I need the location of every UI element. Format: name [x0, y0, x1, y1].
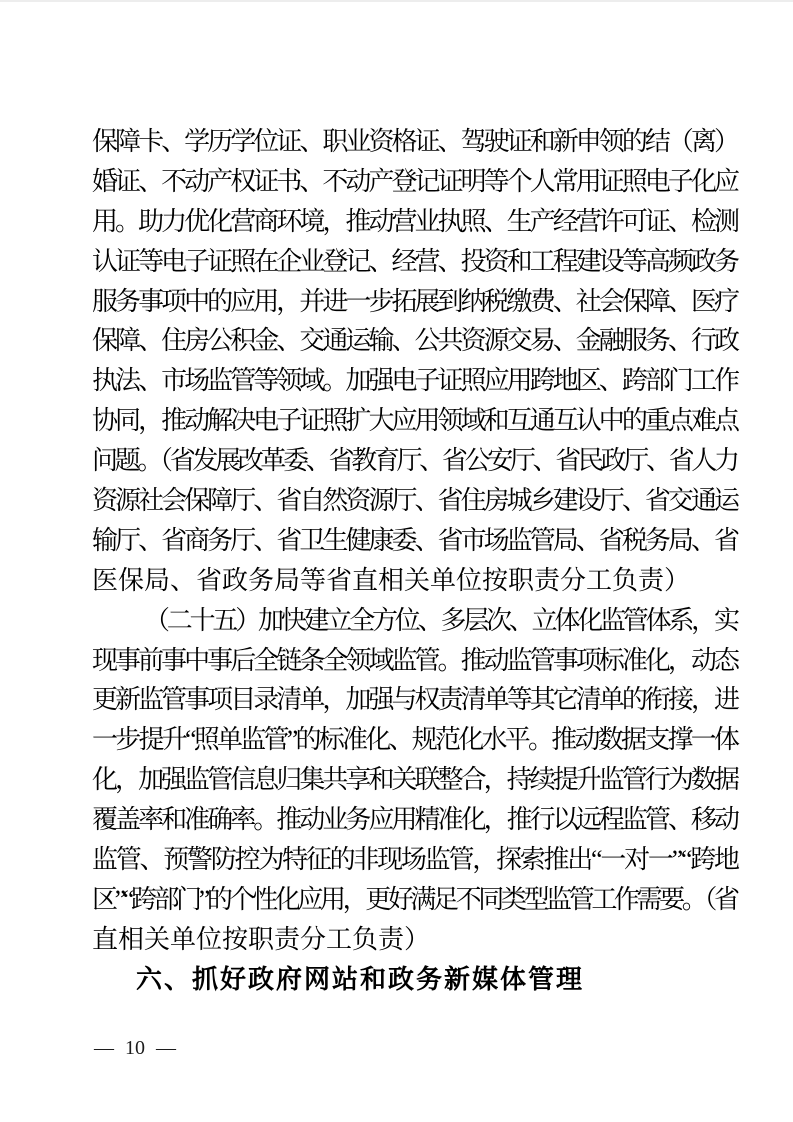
- text-line: 婚证、不动产权证书、不动产登记证明等个人常用证照电子化应: [92, 166, 738, 196]
- text-line: 保障卡、学历学位证、职业资格证、驾驶证和新申领的结（离）: [92, 127, 738, 156]
- page-footer: [94, 1037, 176, 1060]
- page-number: 10: [125, 1037, 145, 1059]
- text-line-paragraph-start: （二十五）加快建立全方位、多层次、立体化监管体系，实: [144, 605, 737, 635]
- text-line: 执法、市场监管等领域。加强电子证照应用跨地区、跨部门工作: [92, 366, 738, 396]
- text-line-paragraph-end: 医保局、省政务局等省直相关单位按职责分工负责）: [92, 565, 691, 595]
- document-body: [92, 122, 740, 1000]
- text-line: 保障、住房公积金、交通运输、公共资源交易、金融服务、行政: [92, 326, 738, 356]
- footer-dash-left: —: [94, 1037, 114, 1059]
- footer-dash-right: —: [156, 1037, 176, 1059]
- text-line: 区”“跨部门”的个性化应用，更好满足不同类型监管工作需要。（省: [92, 884, 737, 914]
- text-line: 化，加强监管信息归集共享和关联整合，持续提升监管行为数据: [92, 765, 738, 795]
- text-line: 输厅、省商务厅、省卫生健康委、省市场监管局、省税务局、省: [92, 525, 738, 555]
- text-line: 覆盖率和准确率。推动业务应用精准化，推行以远程监管、移动: [92, 805, 738, 835]
- text-line: 一步提升“照单监管”的标准化、规范化水平。推动数据支撑一体: [92, 725, 738, 755]
- text-line: 资源社会保障厅、省自然资源厅、省住房城乡建设厅、省交通运: [92, 486, 738, 516]
- text-line: 更新监管事项目录清单，加强与权责清单等其它清单的衔接，进: [92, 685, 738, 715]
- text-line: 协同，推动解决电子证照扩大应用领域和互通互认中的重点难点: [92, 406, 738, 436]
- text-line: 现事前事中事后全链条全领域监管。推动监管事项标准化，动态: [92, 645, 738, 675]
- text-line: 服务事项中的应用，并进一步拓展到纳税缴费、社会保障、医疗: [92, 286, 738, 316]
- page-top-scan-line: [0, 0, 793, 2]
- text-line: 认证等电子证照在企业登记、经营、投资和工程建设等高频政务: [92, 246, 738, 276]
- text-line: 问题。（省发展改革委、省教育厅、省公安厅、省民政厅、省人力: [92, 446, 737, 476]
- section-heading: 六、抓好政府网站和政务新媒体管理: [136, 963, 585, 994]
- text-line-paragraph-end: 直相关单位按职责分工负责）: [92, 924, 431, 954]
- text-line: 监管、预警防控为特征的非现场监管，探索推出“一对一”“跨地: [92, 845, 738, 875]
- text-line: 用。助力优化营商环境，推动营业执照、生产经营许可证、检测: [92, 206, 738, 236]
